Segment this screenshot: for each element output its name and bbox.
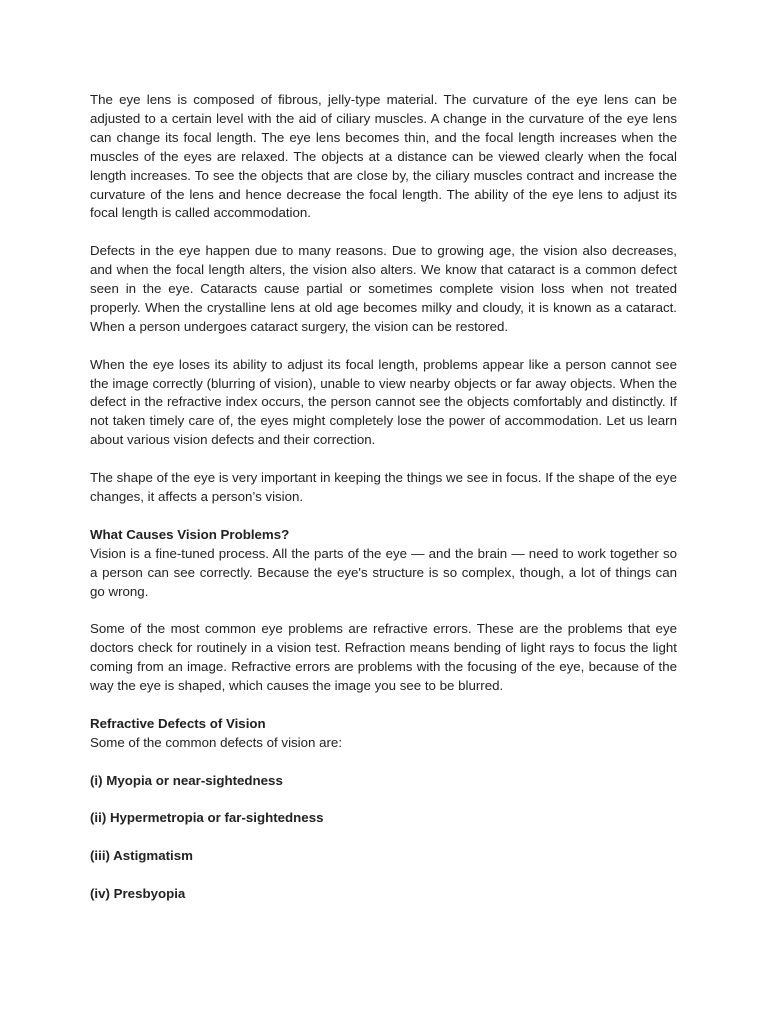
paragraph-vision-process: Vision is a fine-tuned process. All the parts of the eye — and the brain — need to work together so a person can see correctly. Because the eye's structure is so complex, though, a lot of things can go wrong. <box>90 545 677 599</box>
defect-item-astigmatism: (iii) Astigmatism <box>90 848 193 864</box>
document-page <box>90 91 677 923</box>
paragraph-refractive-errors: Some of the most common eye problems are refractive errors. These are the problems that eye doctors check for routinely in a vision test. Refraction means bending of light rays to focus the light coming from an image. Refractive errors are problems with the focusing of the eye, because of the way the eye is shaped, which causes the image you see to be blurred. <box>90 621 677 694</box>
paragraph-focal-length-loss: When the eye loses its ability to adjust its focal length, problems appear like a person cannot see the image correctly (blurring of vision), unable to view nearby objects or far away objects. When the defect in the refractive index occurs, the person cannot see the objects comfortably and distinctly. If not taken timely care of, the eyes might completely lose the power of accommodation. Let us learn about various vision defects and their correction. <box>90 356 677 448</box>
paragraph-eye-lens: The eye lens is composed of fibrous, jelly-type material. The curvature of the eye lens can be adjusted to a certain level with the aid of ciliary muscles. A change in the curvature of the eye lens can change its focal length. The eye lens becomes thin, and the focal length increases when the muscles of the eyes are relaxed. The objects at a distance can be viewed clearly when the focal length increases. To see the objects that are close by, the ciliary muscles contract and increase the curvature of the lens and hence decrease the focal length. The ability of the eye lens to adjust its focal length is called accommodation. <box>90 92 677 221</box>
defect-item-hypermetropia: (ii) Hypermetropia or far-sightedness <box>90 810 324 826</box>
paragraph-eye-defects: Defects in the eye happen due to many reasons. Due to growing age, the vision also decreases, and when the focal length alters, the vision also alters. We know that cataract is a common defect seen in the eye. Cataracts cause partial or sometimes complete vision loss when not treated properly. When the crystalline lens at old age becomes milky and cloudy, it is known as a cataract. When a person undergoes cataract surgery, the vision can be restored. <box>90 243 677 334</box>
section-refractive-defects <box>90 715 677 753</box>
defects-intro: Some of the common defects of vision are: <box>90 734 343 750</box>
heading-refractive-defects: Refractive Defects of Vision <box>90 715 266 731</box>
defect-item-myopia: (i) Myopia or near-sightedness <box>90 772 283 788</box>
paragraph-eye-shape: The shape of the eye is very important in keeping the things we see in focus. If the shape of the eye changes, it affects a person’s vision. <box>90 470 677 504</box>
section-vision-problems <box>90 526 677 602</box>
heading-vision-problems: What Causes Vision Problems? <box>90 526 290 542</box>
defect-item-presbyopia: (iv) Presbyopia <box>90 885 186 901</box>
